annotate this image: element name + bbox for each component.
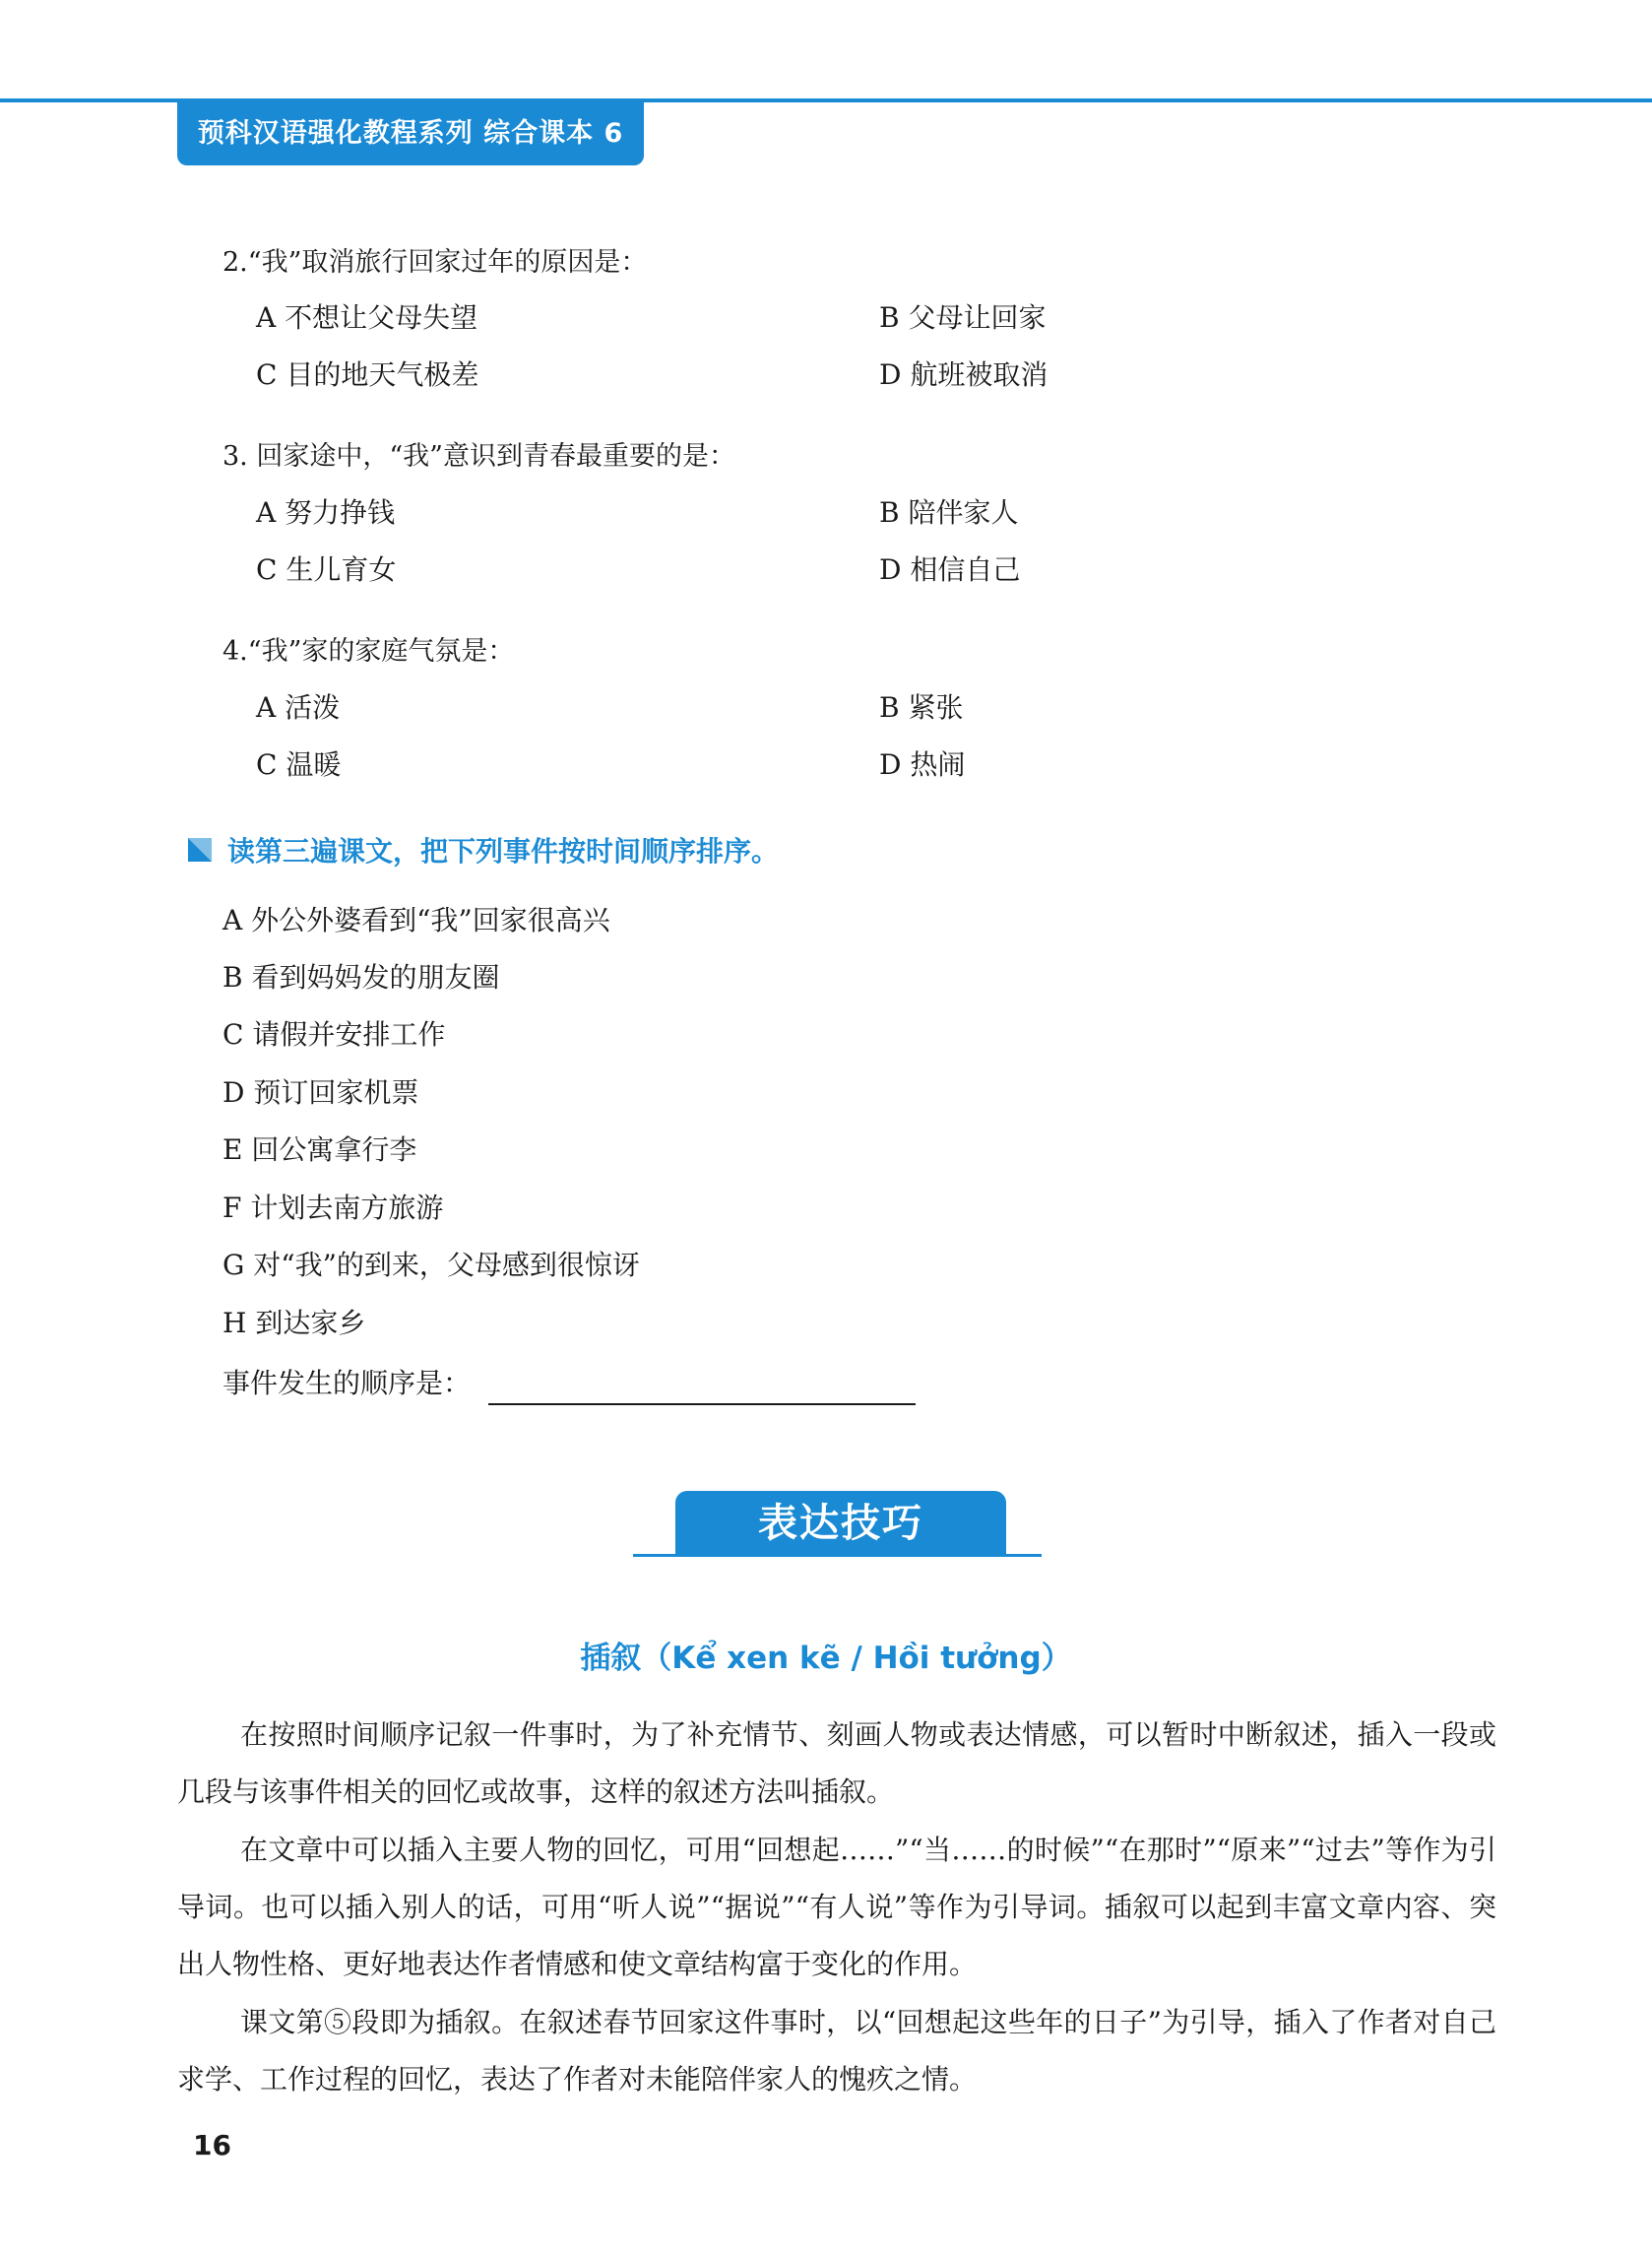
question-2-option-d: D 航班被取消 xyxy=(879,358,1048,391)
question-3-option-d: D 相信自己 xyxy=(879,553,1021,586)
paragraph-2: 在文章中可以插入主要人物的回忆，可用“回想起……”“当……的时候”“在那时”“原来”“过去”等作为引导词。也可以插入别人的话，可用“听人说”“据说”“有人说”等作为引导词。插叙可以起到丰富文章内容、突出人物性格、更好地表达作者情感和使文章结构富于变化的作用。 xyxy=(177,1834,1496,1980)
answer-prompt: 事件发生的顺序是： xyxy=(222,1367,472,1399)
page-number: 16 xyxy=(193,2129,231,2161)
series-title: 预科汉语强化教程系列 综合课本 6 xyxy=(177,102,644,165)
question-2-option-b: B 父母让回家 xyxy=(879,301,1047,334)
question-2-option-a: A 不想让父母失望 xyxy=(256,301,478,334)
question-4-option-a: A 活泼 xyxy=(256,691,341,724)
question-4-stem: 4.“我”家的家庭气氛是： xyxy=(222,636,515,667)
event-item-f: F 计划去南方旅游 xyxy=(222,1192,444,1224)
answer-blank-line[interactable] xyxy=(488,1403,916,1405)
question-3-option-a: A 努力挣钱 xyxy=(256,496,396,529)
question-4-option-b: B 紧张 xyxy=(879,691,964,724)
event-item-c: C 请假并安排工作 xyxy=(222,1018,446,1051)
paragraph-3: 课文第⑤段即为插叙。在叙述春节回家这件事时，以“回想起这些年的日子”为引导，插入了作者对自己求学、工作过程的回忆，表达了作者对未能陪伴家人的愧疚之情。 xyxy=(177,2006,1496,2096)
section-banner: 表达技巧 xyxy=(675,1491,1006,1556)
event-item-b: B 看到妈妈发的朋友圈 xyxy=(222,961,500,994)
technique-subtitle: 插叙（Kể xen kẽ / Hồi tưởng） xyxy=(580,1641,1072,1676)
event-item-h: H 到达家乡 xyxy=(222,1307,366,1339)
event-item-g: G 对“我”的到来，父母感到很惊讶 xyxy=(222,1249,640,1281)
section-bullet-icon xyxy=(188,838,212,862)
question-3-option-c: C 生儿育女 xyxy=(256,553,397,586)
event-item-a: A 外公外婆看到“我”回家很高兴 xyxy=(222,904,610,936)
question-2-stem: 2.“我”取消旅行回家过年的原因是： xyxy=(222,247,648,278)
question-4-option-d: D 热闹 xyxy=(879,748,966,781)
event-item-e: E 回公寓拿行李 xyxy=(222,1133,417,1166)
question-2-option-c: C 目的地天气极差 xyxy=(256,358,479,391)
paragraph-1: 在按照时间顺序记叙一件事时，为了补充情节、刻画人物或表达情感，可以暂时中断叙述，插入一段或几段与该事件相关的回忆或故事，这样的叙述方法叫插叙。 xyxy=(177,1718,1496,1808)
ordering-section-heading xyxy=(188,830,779,870)
question-4-option-c: C 温暖 xyxy=(256,748,342,781)
ordering-heading-text: 读第三遍课文，把下列事件按时间顺序排序。 xyxy=(227,835,780,868)
question-3-stem: 3. 回家途中，“我”意识到青春最重要的是： xyxy=(222,441,735,472)
event-item-d: D 预订回家机票 xyxy=(222,1076,419,1109)
question-3-option-b: B 陪伴家人 xyxy=(879,496,1019,529)
